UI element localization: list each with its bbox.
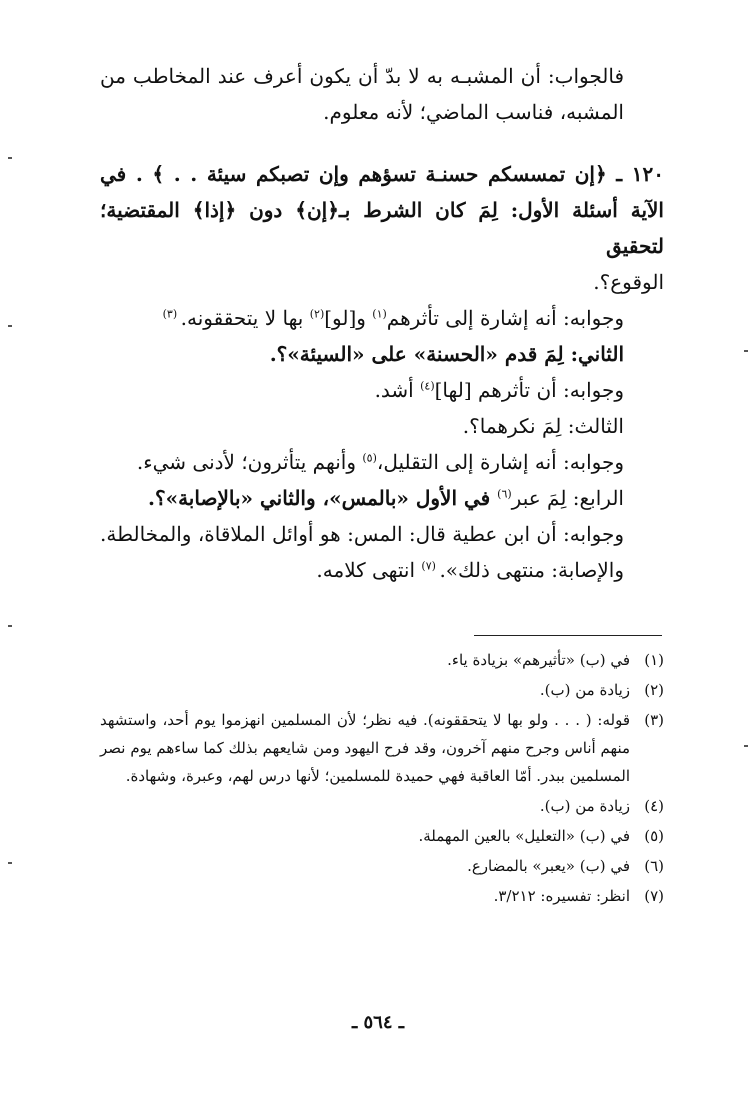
footnote-text: انظر: تفسيره: ٣/٢١٢. [493, 887, 630, 905]
footnote-item [100, 882, 664, 910]
margin-mark [8, 325, 12, 327]
margin-mark [8, 862, 12, 864]
footnote-ref-1: (١) [372, 307, 387, 321]
footnote-item [100, 822, 664, 850]
footnote-item [100, 852, 664, 880]
footnote-item [100, 706, 664, 790]
footnote-ref-4: (٤) [420, 379, 435, 393]
answer-3: وجوابه: أنه إشارة إلى التقليل،$^{(٥)}$ وأنهم يتأثرون؛ لأدنى شيء. [136, 450, 624, 474]
footnote-text: في (ب) «تأثيرهم» بزيادة ياء. [447, 651, 630, 669]
footnote-ref-7: (٧) [421, 559, 440, 573]
footnote-item [100, 646, 664, 674]
footnote-text: زيادة من (ب). [539, 797, 630, 815]
footnote-item [100, 676, 664, 704]
footnote-number: (٧) [644, 887, 664, 905]
verse-heading-end: الوقوع؟. [593, 270, 664, 294]
footnotes [100, 646, 664, 912]
footnote-number: (١) [644, 651, 664, 669]
footnote-number: (٦) [644, 857, 664, 875]
question-3: الثالث: لِمَ نكرهما؟. [462, 414, 624, 438]
verse-heading: ١٢٠ ـ ﴿إن تمسسكم حسنـة تسؤهم وإن تصبكم سيئة . . ﴾ . في الآية أسئلة الأول: لِمَ كان الشرط بـ﴿إن﴾ دون ﴿إذا﴾ المقتضية؛ لتحقيق [100, 162, 664, 258]
question-2: الثاني: لِمَ قدم «الحسنة» على «السيئة»؟. [269, 342, 624, 366]
footnote-number: (٥) [644, 827, 664, 845]
footnote-ref-2: (٢) [309, 307, 325, 321]
answer-2: وجوابه: أن تأثرهم [لها]$^{(٤)}$ أشد. [374, 378, 624, 402]
footnote-ref-3: (٣) [162, 307, 181, 321]
footnote-text: قوله: ( . . . ولو بها لا يتحققونه). فيه نظر؛ لأن المسلمين انهزموا يوم أحد، واستشهد منهم أناس وجرح منهم آخرون، وقد فرح اليهود ومن شايعهم بذلك كما ساءهم يوم نصر المسلمين ببدر. أمّا العاقبة فهي حميدة للمسلمين؛ لأنها درس لهم، وعبرة، وشهادة. [100, 711, 631, 785]
footnote-ref-6: (٦) [497, 487, 512, 501]
answer-4: وجوابه: أن ابن عطية قال: المس: هو أوائل الملاقاة، والمخالطة. والإصابة: منتهى ذلك». $^{(٧)}$ انتهى كلامه. [100, 522, 624, 582]
footnote-divider [474, 635, 662, 636]
footnote-ref-5: (٥) [362, 451, 377, 465]
footnote-text: في (ب) «التعليل» بالعين المهملة. [418, 827, 630, 845]
page-number: ـ ٥٦٤ ـ [351, 1012, 405, 1033]
margin-mark [744, 745, 748, 747]
main-text [100, 58, 664, 588]
answer-intro: فالجواب: أن المشبـه به لا بدّ أن يكون أعرف عند المخاطب من المشبه، فناسب الماضي؛ لأنه معلوم. [100, 64, 624, 124]
footnote-text: زيادة من (ب). [539, 681, 630, 699]
footnote-number: (٤) [644, 797, 664, 815]
footnote-number: (٣) [644, 711, 664, 729]
footnote-number: (٢) [644, 681, 664, 699]
question-4: الرابع: لِمَ عبر$^{(٦)}$ في الأول «بالمس»، والثاني «بالإصابة»؟. [148, 486, 624, 510]
footnote-item [100, 792, 664, 820]
margin-mark [8, 625, 12, 627]
margin-mark [744, 350, 748, 352]
footnote-text: في (ب) «يعبر» بالمضارع. [467, 857, 630, 875]
margin-mark [8, 157, 12, 159]
answer-1: وجوابه: أنه إشارة إلى تأثرهم$^{(١)}$ و[لو]$^{(٢)}$ بها لا يتحققونه. $^{(٣)}$ [162, 306, 624, 330]
